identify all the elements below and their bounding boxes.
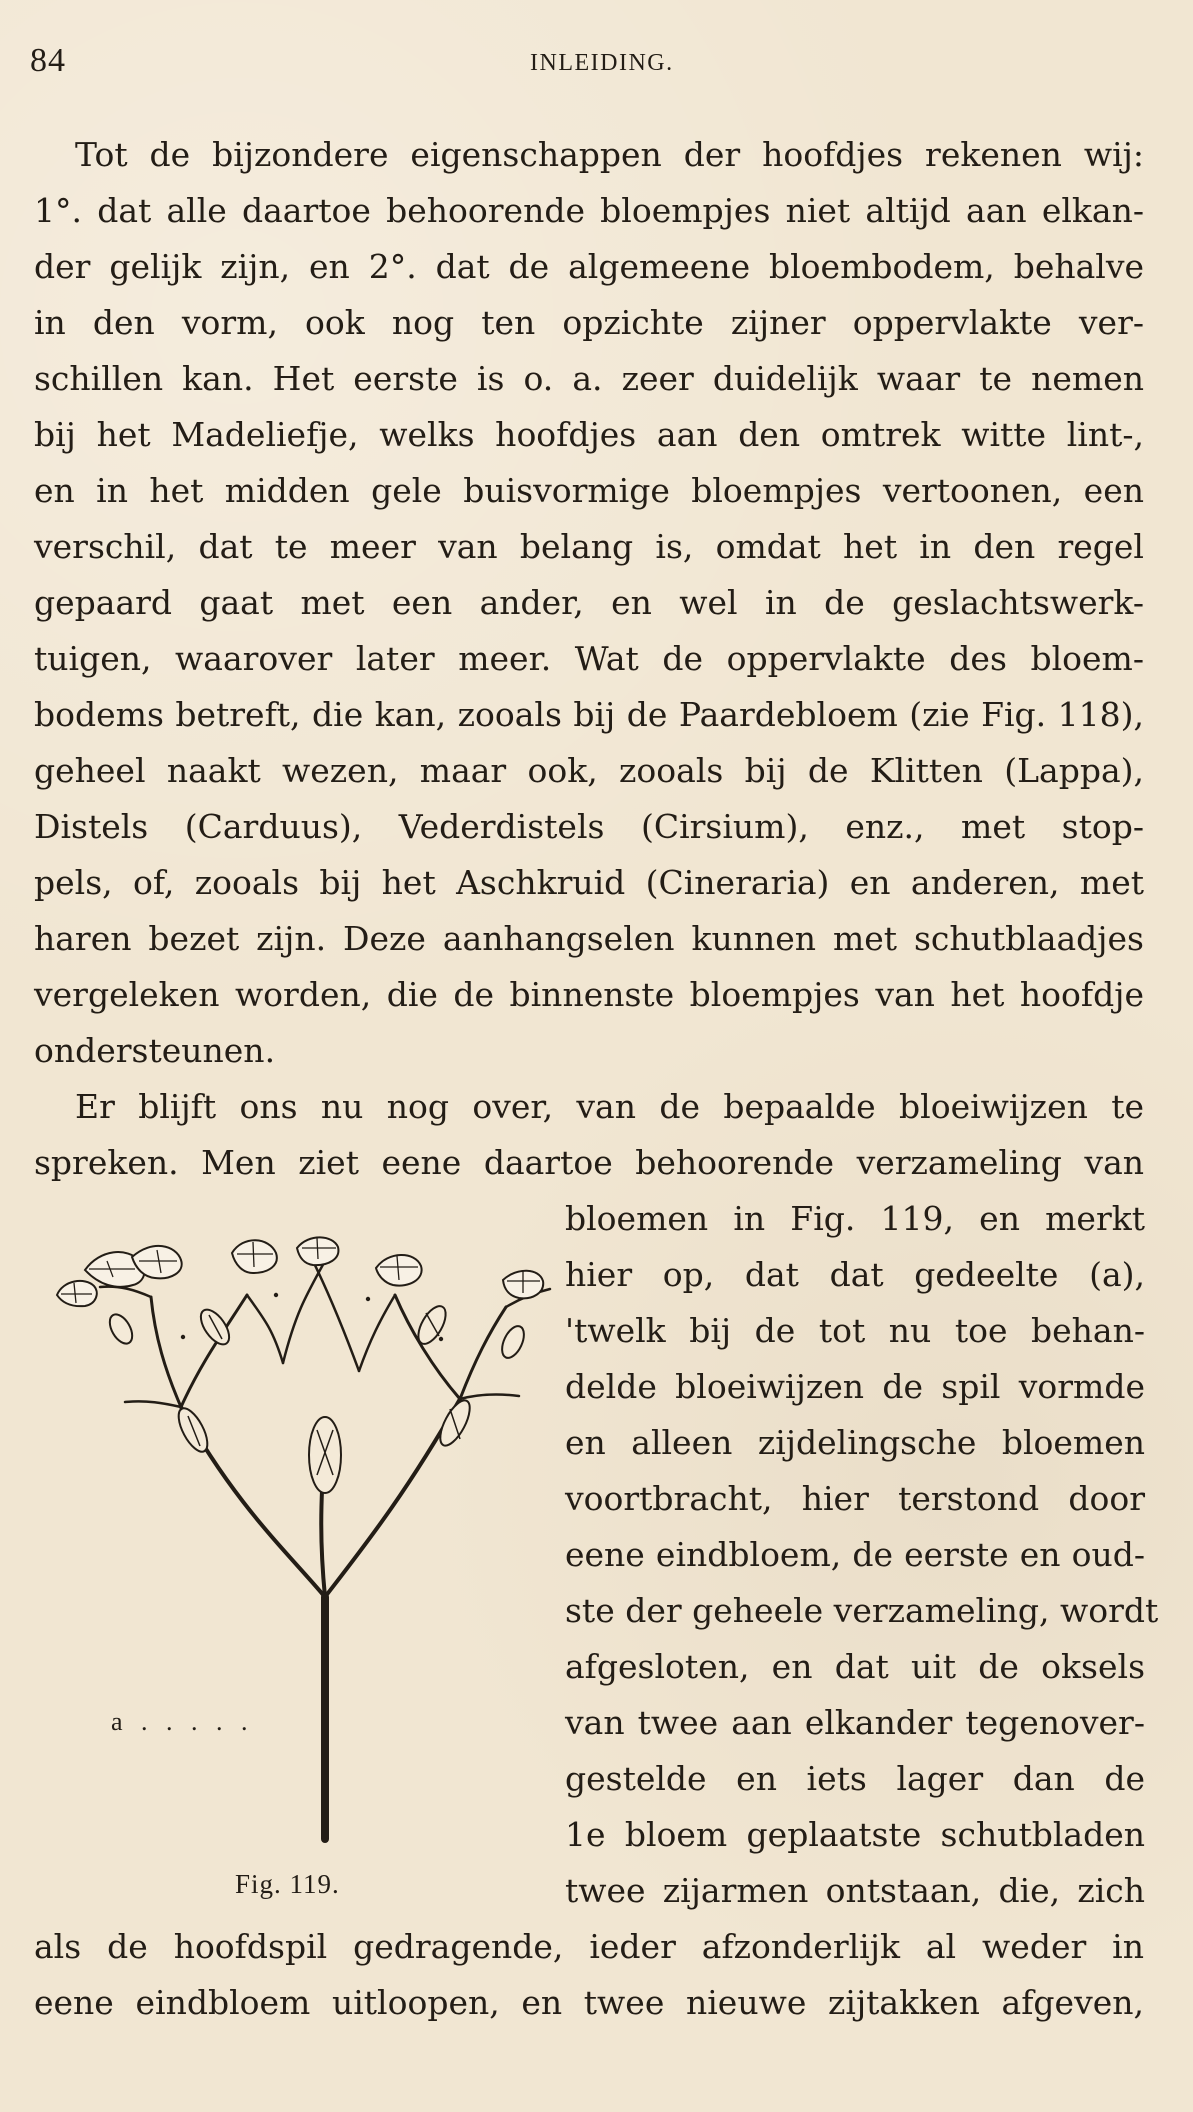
page-number: 84 (30, 42, 66, 79)
text-line-18: Er blijft ons nu nog over, van de bepaalde bloeiwijzen te (75, 1087, 1144, 1126)
text-line-33: als de hoofdspil gedragende, ieder afzonderlijk al weder in (34, 1927, 1144, 1966)
text-line-31: 1e bloem geplaatste schutbladen (565, 1815, 1145, 1854)
text-line-27: ste der geheele verzameling, wordt (565, 1591, 1159, 1630)
text-line-4: in den vorm, ook nog ten opzichte zijner oppervlakte ver- (34, 303, 1144, 342)
text-line-34: eene eindbloem uitloopen, en twee nieuwe zijtakken afgeven, (34, 1983, 1144, 2022)
text-line-16: vergeleken worden, die de binnenste bloempjes van het hoofdje (34, 975, 1144, 1014)
text-line-32: twee zijarmen ontstaan, die, zich (565, 1871, 1145, 1910)
text-line-20: bloemen in Fig. 119, en merkt (565, 1199, 1145, 1238)
text-line-1: Tot de bijzondere eigenschappen der hoofdjes rekenen wij: (75, 135, 1144, 174)
text-line-15: haren bezet zijn. Deze aanhangselen kunnen met schutblaadjes (34, 919, 1144, 958)
text-line-29: van twee aan elkander tegenover- (565, 1703, 1145, 1742)
running-head: INLEIDING. (530, 50, 674, 76)
text-line-10: tuigen, waarover later meer. Wat de oppervlakte des bloem- (34, 639, 1144, 678)
text-line-12: geheel naakt wezen, maar ook, zooals bij de Klitten (Lappa), (34, 751, 1144, 790)
text-line-21: hier op, dat dat gedeelte (a), (565, 1255, 1145, 1294)
text-line-11: bodems betreft, die kan, zooals bij de Paardebloem (zie Fig. 118), (34, 695, 1144, 734)
text-line-7: en in het midden gele buisvormige bloempjes vertoonen, een (34, 471, 1144, 510)
text-line-26: eene eindbloem, de eerste en oud- (565, 1535, 1145, 1574)
text-line-5: schillen kan. Het eerste is o. a. zeer duidelijk waar te nemen (34, 359, 1144, 398)
text-line-19: spreken. Men ziet eene daartoe behoorende verzameling van (34, 1143, 1144, 1182)
text-line-2: 1°. dat alle daartoe behoorende bloempjes niet altijd aan elkan- (34, 191, 1144, 230)
text-line-28: afgesloten, en dat uit de oksels (565, 1647, 1145, 1686)
figure-label-a: a . . . . . (111, 1707, 254, 1736)
botanical-figure (55, 1225, 555, 1905)
text-line-24: en alleen zijdelingsche bloemen (565, 1423, 1145, 1462)
text-line-9: gepaard gaat met een ander, en wel in de geslachtswerk- (34, 583, 1144, 622)
text-line-25: voortbracht, hier terstond door (565, 1479, 1145, 1518)
text-line-6: bij het Madeliefje, welks hoofdjes aan den omtrek witte lint-, (34, 415, 1144, 454)
text-line-3: der gelijk zijn, en 2°. dat de algemeene bloembodem, behalve (34, 247, 1144, 286)
inflorescence-illustration (55, 1225, 555, 1905)
text-line-8: verschil, dat te meer van belang is, omdat het in den regel (34, 527, 1144, 566)
figure-caption: Fig. 119. (235, 1869, 340, 1899)
text-line-22: 'twelk bij de tot nu toe behan- (565, 1311, 1145, 1350)
text-line-30: gestelde en iets lager dan de (565, 1759, 1145, 1798)
page-header (30, 42, 1155, 82)
text-line-17: ondersteunen. (34, 1031, 276, 1070)
text-line-23: delde bloeiwijzen de spil vormde (565, 1367, 1145, 1406)
text-line-13: Distels (Carduus), Vederdistels (Cirsium), enz., met stop- (34, 807, 1144, 846)
text-line-14: pels, of, zooals bij het Aschkruid (Cineraria) en anderen, met (34, 863, 1144, 902)
